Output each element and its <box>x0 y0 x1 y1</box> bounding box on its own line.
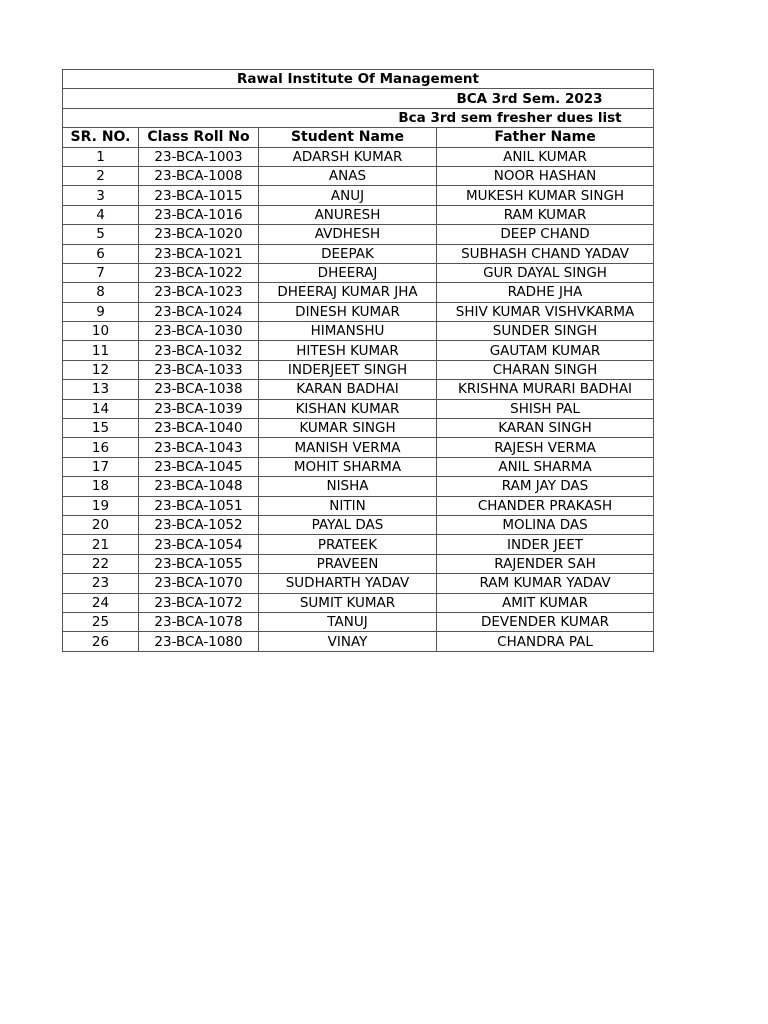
table-row <box>63 399 654 418</box>
roll-no-cell: 23-BCA-1055 <box>139 554 259 573</box>
student-name-cell: DHEERAJ KUMAR JHA <box>259 283 437 302</box>
roll-no-cell: 23-BCA-1015 <box>139 186 259 205</box>
father-name-cell: RADHE JHA <box>437 283 654 302</box>
father-name-cell: AMIT KUMAR <box>437 593 654 612</box>
table-row <box>63 244 654 263</box>
student-name-cell: PRAVEEN <box>259 554 437 573</box>
roll-no-cell: 23-BCA-1078 <box>139 612 259 631</box>
sr-no-cell: 5 <box>63 225 139 244</box>
father-name-cell: DEEP CHAND <box>437 225 654 244</box>
roll-no-cell: 23-BCA-1040 <box>139 419 259 438</box>
sr-no-cell: 11 <box>63 341 139 360</box>
father-name-cell: RAJENDER SAH <box>437 554 654 573</box>
table-row <box>63 477 654 496</box>
dues-table <box>62 69 654 652</box>
roll-no-cell: 23-BCA-1072 <box>139 593 259 612</box>
father-name-cell: ANIL KUMAR <box>437 147 654 166</box>
father-name-cell: GAUTAM KUMAR <box>437 341 654 360</box>
table-row <box>63 380 654 399</box>
list-title: Bca 3rd sem fresher dues list <box>63 108 654 127</box>
table-row <box>63 302 654 321</box>
sr-no-cell: 24 <box>63 593 139 612</box>
sr-no-cell: 26 <box>63 632 139 651</box>
father-name-cell: KARAN SINGH <box>437 419 654 438</box>
title-row <box>63 70 654 89</box>
roll-no-cell: 23-BCA-1030 <box>139 322 259 341</box>
father-name-cell: MUKESH KUMAR SINGH <box>437 186 654 205</box>
table-row <box>63 593 654 612</box>
roll-no-cell: 23-BCA-1043 <box>139 438 259 457</box>
sr-no-cell: 16 <box>63 438 139 457</box>
roll-no-cell: 23-BCA-1023 <box>139 283 259 302</box>
sr-no-cell: 17 <box>63 457 139 476</box>
roll-no-cell: 23-BCA-1048 <box>139 477 259 496</box>
table-row <box>63 322 654 341</box>
sr-no-cell: 12 <box>63 360 139 379</box>
student-name-cell: KUMAR SINGH <box>259 419 437 438</box>
table-row <box>63 515 654 534</box>
sr-no-cell: 4 <box>63 205 139 224</box>
sr-no-cell: 18 <box>63 477 139 496</box>
father-name-cell: INDER JEET <box>437 535 654 554</box>
sr-no-cell: 2 <box>63 166 139 185</box>
dues-list-sheet <box>62 69 653 652</box>
student-name-cell: ADARSH KUMAR <box>259 147 437 166</box>
table-row <box>63 205 654 224</box>
institute-title: Rawal Institute Of Management <box>63 70 654 89</box>
roll-no-cell: 23-BCA-1022 <box>139 263 259 282</box>
sr-no-cell: 20 <box>63 515 139 534</box>
student-name-cell: VINAY <box>259 632 437 651</box>
student-name-cell: MANISH VERMA <box>259 438 437 457</box>
student-name-cell: MOHIT SHARMA <box>259 457 437 476</box>
father-name-cell: SUBHASH CHAND YADAV <box>437 244 654 263</box>
student-name-cell: ANURESH <box>259 205 437 224</box>
sr-no-cell: 21 <box>63 535 139 554</box>
course-heading: BCA 3rd Sem. 2023 <box>63 89 654 108</box>
student-name-cell: ANUJ <box>259 186 437 205</box>
sr-no-cell: 3 <box>63 186 139 205</box>
student-name-cell: KARAN BADHAI <box>259 380 437 399</box>
sr-no-cell: 13 <box>63 380 139 399</box>
father-name-cell: KRISHNA MURARI BADHAI <box>437 380 654 399</box>
roll-no-cell: 23-BCA-1033 <box>139 360 259 379</box>
sr-no-cell: 7 <box>63 263 139 282</box>
roll-no-cell: 23-BCA-1052 <box>139 515 259 534</box>
course-row <box>63 89 654 108</box>
sr-no-cell: 25 <box>63 612 139 631</box>
table-row <box>63 419 654 438</box>
roll-no-cell: 23-BCA-1024 <box>139 302 259 321</box>
table-row <box>63 341 654 360</box>
table-row <box>63 496 654 515</box>
roll-no-cell: 23-BCA-1051 <box>139 496 259 515</box>
father-name-cell: RAM KUMAR <box>437 205 654 224</box>
table-row <box>63 283 654 302</box>
header-row <box>63 128 654 147</box>
table-row <box>63 360 654 379</box>
roll-no-cell: 23-BCA-1070 <box>139 574 259 593</box>
father-name-cell: GUR DAYAL SINGH <box>437 263 654 282</box>
father-name-cell: SHIV KUMAR VISHVKARMA <box>437 302 654 321</box>
sr-no-cell: 15 <box>63 419 139 438</box>
table-row <box>63 263 654 282</box>
student-name-cell: NITIN <box>259 496 437 515</box>
father-name-cell: ANIL SHARMA <box>437 457 654 476</box>
father-name-cell: DEVENDER KUMAR <box>437 612 654 631</box>
sr-no-cell: 1 <box>63 147 139 166</box>
father-name-cell: CHANDRA PAL <box>437 632 654 651</box>
student-name-cell: HITESH KUMAR <box>259 341 437 360</box>
father-name-cell: RAM JAY DAS <box>437 477 654 496</box>
sr-no-cell: 19 <box>63 496 139 515</box>
father-name-cell: CHARAN SINGH <box>437 360 654 379</box>
table-row <box>63 632 654 651</box>
roll-no-cell: 23-BCA-1020 <box>139 225 259 244</box>
student-name-cell: SUMIT KUMAR <box>259 593 437 612</box>
student-name-cell: INDERJEET SINGH <box>259 360 437 379</box>
sr-no-cell: 8 <box>63 283 139 302</box>
table-row <box>63 166 654 185</box>
student-name-cell: SUDHARTH YADAV <box>259 574 437 593</box>
student-name-cell: PRATEEK <box>259 535 437 554</box>
table-row <box>63 438 654 457</box>
sr-no-cell: 23 <box>63 574 139 593</box>
roll-no-cell: 23-BCA-1008 <box>139 166 259 185</box>
father-name-cell: SUNDER SINGH <box>437 322 654 341</box>
sr-no-cell: 9 <box>63 302 139 321</box>
roll-no-cell: 23-BCA-1003 <box>139 147 259 166</box>
table-row <box>63 186 654 205</box>
father-name-cell: MOLINA DAS <box>437 515 654 534</box>
list-title-row <box>63 108 654 127</box>
table-row <box>63 554 654 573</box>
student-name-cell: ANAS <box>259 166 437 185</box>
father-name-cell: NOOR HASHAN <box>437 166 654 185</box>
student-name-cell: AVDHESH <box>259 225 437 244</box>
column-header-father-name: Father Name <box>437 128 654 147</box>
table-row <box>63 457 654 476</box>
sr-no-cell: 6 <box>63 244 139 263</box>
father-name-cell: RAJESH VERMA <box>437 438 654 457</box>
roll-no-cell: 23-BCA-1045 <box>139 457 259 476</box>
father-name-cell: CHANDER PRAKASH <box>437 496 654 515</box>
sr-no-cell: 22 <box>63 554 139 573</box>
sr-no-cell: 14 <box>63 399 139 418</box>
roll-no-cell: 23-BCA-1032 <box>139 341 259 360</box>
table-row <box>63 225 654 244</box>
student-name-cell: PAYAL DAS <box>259 515 437 534</box>
father-name-cell: RAM KUMAR YADAV <box>437 574 654 593</box>
table-row <box>63 147 654 166</box>
table-row <box>63 535 654 554</box>
table-row <box>63 612 654 631</box>
student-name-cell: DINESH KUMAR <box>259 302 437 321</box>
roll-no-cell: 23-BCA-1080 <box>139 632 259 651</box>
roll-no-cell: 23-BCA-1016 <box>139 205 259 224</box>
student-name-cell: NISHA <box>259 477 437 496</box>
column-header-student-name: Student Name <box>259 128 437 147</box>
student-name-cell: HIMANSHU <box>259 322 437 341</box>
roll-no-cell: 23-BCA-1038 <box>139 380 259 399</box>
column-header-sr-no: SR. NO. <box>63 128 139 147</box>
roll-no-cell: 23-BCA-1021 <box>139 244 259 263</box>
student-name-cell: TANUJ <box>259 612 437 631</box>
roll-no-cell: 23-BCA-1054 <box>139 535 259 554</box>
table-row <box>63 574 654 593</box>
column-header-roll-no: Class Roll No <box>139 128 259 147</box>
roll-no-cell: 23-BCA-1039 <box>139 399 259 418</box>
father-name-cell: SHISH PAL <box>437 399 654 418</box>
student-name-cell: DEEPAK <box>259 244 437 263</box>
sr-no-cell: 10 <box>63 322 139 341</box>
student-name-cell: DHEERAJ <box>259 263 437 282</box>
student-name-cell: KISHAN KUMAR <box>259 399 437 418</box>
